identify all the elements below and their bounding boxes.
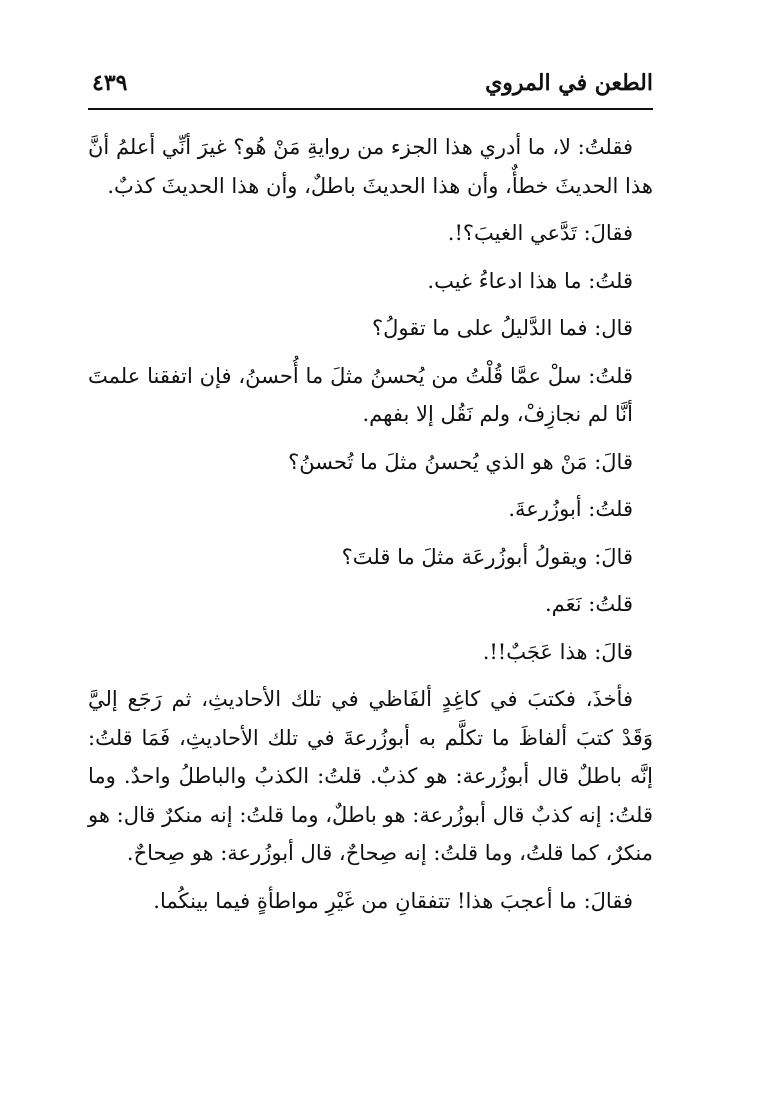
dialogue-line: قلتُ: أبوزُرعةَ. bbox=[508, 497, 633, 521]
dialogue-line: فقالَ: ما أعجبَ هذا! تتفقانِ من غَيْرِ مواطأةٍ فيما بينكُما. bbox=[153, 888, 633, 913]
dialogue-line: فقالَ: تَدَّعي الغيبَ؟!. bbox=[447, 221, 633, 245]
dialogue-line: قلتُ: نَعَم. bbox=[545, 592, 633, 616]
dialogue-line: قلتُ: سلْ عمَّا قُلْتُ من يُحسنُ مثلَ ما أُحسنُ، فإن اتفقنا علمتَ أنَّا لم نجازِفْ، ولم نَقُل إلا بفهم. bbox=[88, 363, 633, 426]
dialogue-line: قلتُ: ما هذا ادعاءُ غيب. bbox=[427, 268, 633, 293]
dialogue-line: قالَ: ويقولُ أبوزُرعَة مثلَ ما قلتَ؟ bbox=[341, 544, 633, 569]
paragraph: فقلتُ: لا، ما أدري هذا الجزء من روايةِ مَنْ هُو؟ غيرَ أنِّي أعلمُ أنَّ هذا الحديثَ خطأٌ، وأن هذا الحديثَ باطلٌ، وأن هذا الحديثَ كذبٌ. bbox=[88, 135, 653, 198]
dialogue-line: قالَ: مَنْ هو الذي يُحسنُ مثلَ ما تُحسنُ؟ bbox=[288, 449, 633, 474]
header-title: الطعن في المروي bbox=[485, 70, 653, 96]
running-header bbox=[88, 58, 653, 108]
paragraph: فأخذَ، فكتبَ في كاغِدٍ ألفَاظي في تلك الأحاديثِ، ثم رَجَع إليَّ وَقَدْ كتبَ ألفاظَ ما تكلَّم به أبوزُرعةَ في تلك الأحاديثِ، فَمَا قلتُ: إنَّه باطلٌ قال أبوزُرعة: هو كذبٌ. قلتُ: الكذبُ والباطلُ واحدٌ. وما قلتُ: إنه كذبٌ قال أبوزُرعة: هو باطلٌ، وما قلتُ: إنه منكرٌ قال: هو منكرٌ، كما قلتُ، وما قلتُ: إنه صِحاحٌ، قال أبوزُرعة: هو صِحاحٌ. bbox=[88, 687, 653, 865]
page-body bbox=[88, 128, 653, 920]
dialogue-line: قال: فما الدَّليلُ على ما تقولُ؟ bbox=[372, 316, 633, 340]
dialogue-line: قالَ: هذا عَجَبٌ!!. bbox=[482, 639, 633, 664]
header-rule bbox=[88, 108, 653, 110]
page-number: ٤٣٩ bbox=[92, 70, 128, 96]
